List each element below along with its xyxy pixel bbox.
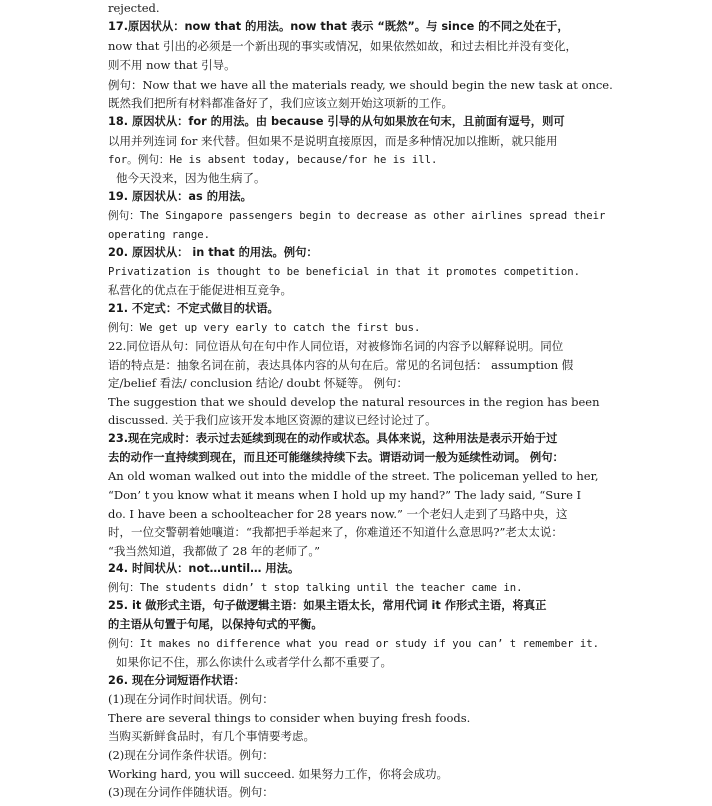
item-23-heading: 23.现在完成时：表示过去延续到现在的动作或状态。具体来说，这种用法是表示开始于过	[108, 432, 558, 445]
item-26-heading: 26. 现在分词短语作状语：	[108, 674, 245, 687]
text-line: 语的特点是：抽象名词在前，表达具体内容的从句在后。常见的名词包括： assumption 假	[108, 358, 574, 372]
translation-line: 如果你记不住，那么你读什么或者学什么都不重要了。	[116, 655, 392, 669]
example-sentence: Working hard, you will succeed. 如果努力工作，你将会成功。	[108, 767, 448, 781]
text-line: 定/belief 看法/ conclusion 结论/ doubt 怀疑等。 例句：	[108, 376, 409, 390]
item-24-heading: 24. 时间状从：not…until… 用法。	[108, 562, 300, 575]
text-line: 则不用 now that 引导。	[108, 58, 236, 72]
item-20-heading: 20. 原因状从： in that 的用法。例句：	[108, 246, 318, 259]
item-17-heading: 17.原因状从：now that 的用法。now that 表示 “既然”。与 since 的不同之处在于，	[108, 20, 569, 33]
example-sentence: There are several things to consider when buying fresh foods.	[108, 711, 471, 725]
example-sentence: 例句：The Singapore passengers begin to decrease as other airlines spread their	[108, 210, 606, 222]
example-sentence: Privatization is thought to be beneficial in that it promotes competition.	[108, 266, 580, 278]
text-line: 以用并列连词 for 来代替。但如果不是说明直接原因，而是多种情况加以推断，就只能用	[108, 134, 558, 148]
text-line: now that 引出的必须是一个新出现的事实或情况，如果依然如故，和过去相比并没有变化，	[108, 39, 577, 53]
text-line: discussed. 关于我们应该开发本地区资源的建议已经讨论过了。	[108, 413, 437, 427]
subitem-label: (1)现在分词作时间状语。例句：	[108, 692, 274, 706]
text-line: do. I have been a schoolteacher for 28 years now.” 一个老妇人走到了马路中央，这	[108, 507, 568, 521]
text-line: 去的动作一直持续到现在，而且还可能继续持续下去。谓语动词一般为延续性动词。 例句：	[108, 451, 564, 464]
text-line: 的主语从句置于句尾，以保持句式的平衡。	[108, 618, 323, 631]
translation-line: “我当然知道，我都做了 28 年的老师了。”	[108, 544, 320, 558]
example-sentence: 例句：The students didn’ t stop talking until the teacher came in.	[108, 582, 523, 594]
translation-line: 既然我们把所有材料都准备好了，我们应该立刻开始这项新的工作。	[108, 96, 453, 110]
translation-line: 时，一位交警朝着她嚷道：“我都把手举起来了，你难道还不知道什么意思吗?”老太太说：	[108, 525, 563, 539]
text-line: operating range.	[108, 229, 211, 241]
example-sentence: 例句：It makes no difference what you read or study if you can’ t remember it.	[108, 638, 599, 650]
translation-line: 当购买新鲜食品时，有几个事情要考虑。	[108, 729, 315, 743]
example-sentence: 例句：We get up very early to catch the first bus.	[108, 322, 421, 334]
item-19-heading: 19. 原因状从：as 的用法。	[108, 190, 252, 203]
item-21-heading: 21. 不定式：不定式做目的状语。	[108, 302, 279, 315]
example-sentence: for。例句：He is absent today, because/for he is ill.	[108, 154, 438, 166]
translation-line: 私营化的优点在于能促进相互竞争。	[108, 283, 292, 297]
item-25-heading: 25. it 做形式主语，句子做逻辑主语：如果主语太长，常用代词 it 作形式主语，将真正	[108, 599, 547, 612]
text-line: rejected.	[108, 1, 160, 15]
subitem-label: (3)现在分词作伴随状语。例句：	[108, 785, 274, 799]
item-18-heading: 18. 原因状从：for 的用法。由 because 引导的从句如果放在句末，且前面有逗号，则可	[108, 115, 565, 128]
example-sentence: The suggestion that we should develop the natural resources in the region has been	[108, 395, 600, 409]
text-line: “Don’ t you know what it means when I hold up my hand?” The lady said, “Sure I	[108, 488, 582, 502]
item-22-heading: 22.同位语从句：同位语从句在句中作人同位语，对被修饰名词的内容予以解释说明。同位	[108, 339, 564, 353]
subitem-label: (2)现在分词作条件状语。例句：	[108, 748, 274, 762]
example-sentence: 例句：Now that we have all the materials ready, we should begin the new task at once.	[108, 78, 613, 92]
translation-line: 他今天没来，因为他生病了。	[116, 171, 266, 185]
example-sentence: An old woman walked out into the middle of the street. The policeman yelled to her,	[108, 469, 599, 483]
